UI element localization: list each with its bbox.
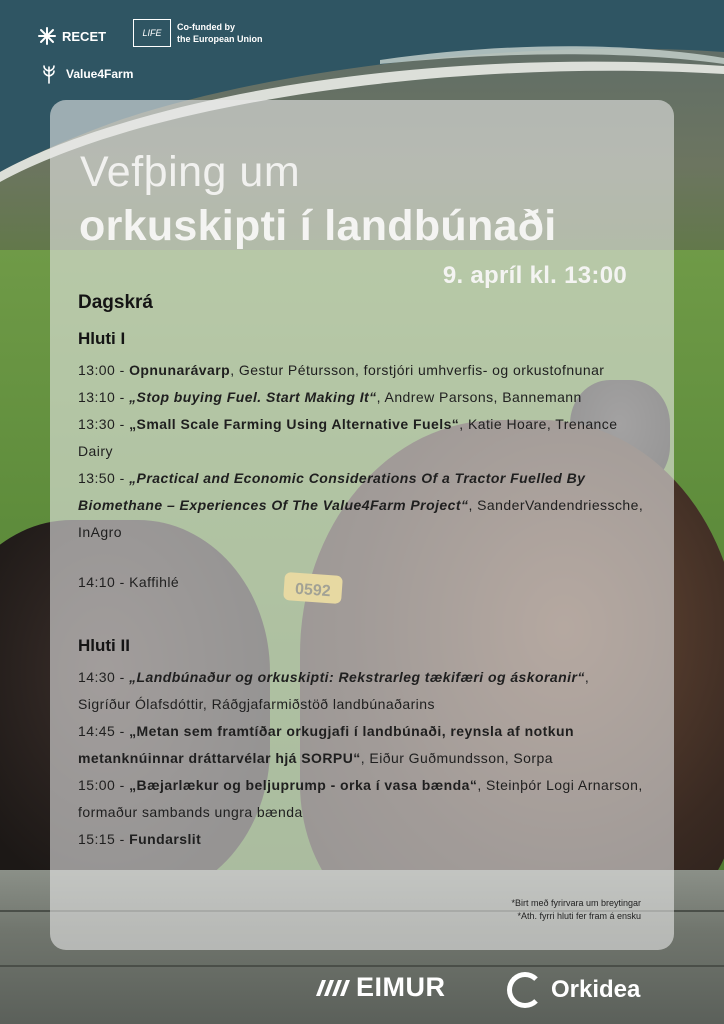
eu-life-text: LIFE xyxy=(142,28,162,38)
agenda-time: 14:10 xyxy=(78,574,116,590)
recet-star-icon xyxy=(38,27,56,45)
note-language: *Ath. fyrri hluti fer fram á ensku xyxy=(517,911,641,921)
agenda-speaker: , Sigríður Ólafsdóttir, Ráðgjafarmiðstöð landbúnaðarins xyxy=(78,669,590,712)
agenda-time: 15:15 xyxy=(78,831,116,847)
recet-label: RECET xyxy=(62,28,107,44)
agenda-item: 14:30 - „Landbúnaður og orkuskipti: Rekstrarleg tækifæri og áskoranir“, Sigríður Ólafsdóttir, Ráðgjafarmiðstöð landbúnaðarins xyxy=(78,669,590,712)
orkidea-label: Orkidea xyxy=(551,976,641,1003)
agenda-item: 13:10 - „Stop buying Fuel. Start Making It“, Andrew Parsons, Bannemann xyxy=(78,389,582,405)
agenda-speaker: , Gestur Pétursson, forstjóri umhverfis- og orkustofnunar xyxy=(230,362,605,378)
agenda-speaker: , Andrew Parsons, Bannemann xyxy=(376,389,582,405)
agenda-speaker: , Eiður Guðmundsson, Sorpa xyxy=(360,750,553,766)
agenda-time: 13:10 xyxy=(78,389,116,405)
note-changes: *Birt með fyrirvara um breytingar xyxy=(511,898,641,908)
agenda-title: Fundarslit xyxy=(129,831,202,847)
orkidea-logo xyxy=(507,972,640,1008)
partner-logos xyxy=(0,0,724,100)
agenda-time: 14:30 xyxy=(78,669,116,685)
eu-text-line1: Co-funded by xyxy=(177,22,235,32)
agenda-title: „Metan sem framtíðar orkugjafi í landbúnaði, reynsla af notkun metanknúinnar dráttarvélar hjá SORPU“ xyxy=(78,723,574,766)
title-line2: orkuskipti í landbúnaði xyxy=(79,202,557,250)
agenda xyxy=(78,292,644,853)
agenda-time: 15:00 xyxy=(78,777,116,793)
agenda-heading: Dagskrá xyxy=(78,292,153,313)
agenda-title: „Landbúnaður og orkuskipti: Rekstrarleg tækifæri og áskoranir“ xyxy=(129,669,585,685)
part1-heading: Hluti I xyxy=(78,329,126,348)
orkidea-ring-icon xyxy=(507,972,543,1008)
agenda-title: „Practical and Economic Considerations Of a Tractor Fuelled By Biomethane – Experiences Of The Value4Farm Project“ xyxy=(78,470,586,513)
recet-logo xyxy=(38,27,106,45)
agenda-item: 13:50 - „Practical and Economic Considerations Of a Tractor Fuelled By Biomethane – Experiences Of The Value4Farm Project“, SanderVandendriessche, InAgro xyxy=(78,470,644,540)
agenda-item: 13:30 - „Small Scale Farming Using Alternative Fuels“, Katie Hoare, Trenance Dairy xyxy=(78,416,618,459)
agenda-item: 13:00 - Opnunarávarp, Gestur Pétursson, forstjóri umhverfis- og orkustofnunar xyxy=(78,362,605,378)
agenda-time: 13:00 xyxy=(78,362,116,378)
agenda-title: „Stop buying Fuel. Start Making It“ xyxy=(129,389,377,405)
agenda-speaker: , Katie Hoare, Trenance Dairy xyxy=(78,416,618,459)
eimur-logo xyxy=(316,972,446,1003)
break-label: Kaffihlé xyxy=(129,574,180,590)
part2-list xyxy=(78,664,644,853)
agenda-item: 15:00 - „Bæjarlækur og beljuprump - orka í vasa bænda“, Steinþór Logi Arnarson, formaður sambands ungra bænda xyxy=(78,777,643,820)
agenda-time: 13:30 xyxy=(78,416,116,432)
agenda-title: Opnunarávarp xyxy=(129,362,231,378)
agenda-speaker: , Steinþór Logi Arnarson, formaður sambands ungra bænda xyxy=(78,777,643,820)
eu-life-emblem xyxy=(133,19,171,47)
agenda-item: 14:45 - „Metan sem framtíðar orkugjafi í landbúnaði, reynsla af notkun metanknúinnar dráttarvélar hjá SORPU“, Eiður Guðmundsson, Sorpa xyxy=(78,723,574,766)
agenda-break: 14:10 - Kaffihlé xyxy=(78,574,180,590)
agenda-title: „Bæjarlækur og beljuprump - orka í vasa bænda“ xyxy=(129,777,478,793)
part2-heading: Hluti II xyxy=(78,636,130,655)
value4farm-label: Value4Farm xyxy=(66,67,134,81)
event-date: 9. apríl kl. 13:00 xyxy=(442,262,627,289)
eu-text-line2: the European Union xyxy=(177,34,263,44)
value4farm-logo xyxy=(40,64,133,84)
eimur-label: EIMUR xyxy=(356,972,446,1002)
eu-cofunded-logo xyxy=(133,19,263,47)
part1-list xyxy=(78,357,644,596)
agenda-time: 13:50 xyxy=(78,470,116,486)
agenda-item: 15:15 - Fundarslit xyxy=(78,831,202,847)
eimur-waves-icon xyxy=(316,978,356,998)
title-line1: Vefþing um xyxy=(80,148,301,196)
agenda-time: 14:45 xyxy=(78,723,116,739)
agenda-title: „Small Scale Farming Using Alternative Fuels“ xyxy=(129,416,460,432)
disclaimer-notes xyxy=(511,897,641,923)
agenda-speaker: , SanderVandendriessche, InAgro xyxy=(78,497,644,540)
fence-divider xyxy=(0,965,724,967)
wheat-icon xyxy=(40,64,58,84)
